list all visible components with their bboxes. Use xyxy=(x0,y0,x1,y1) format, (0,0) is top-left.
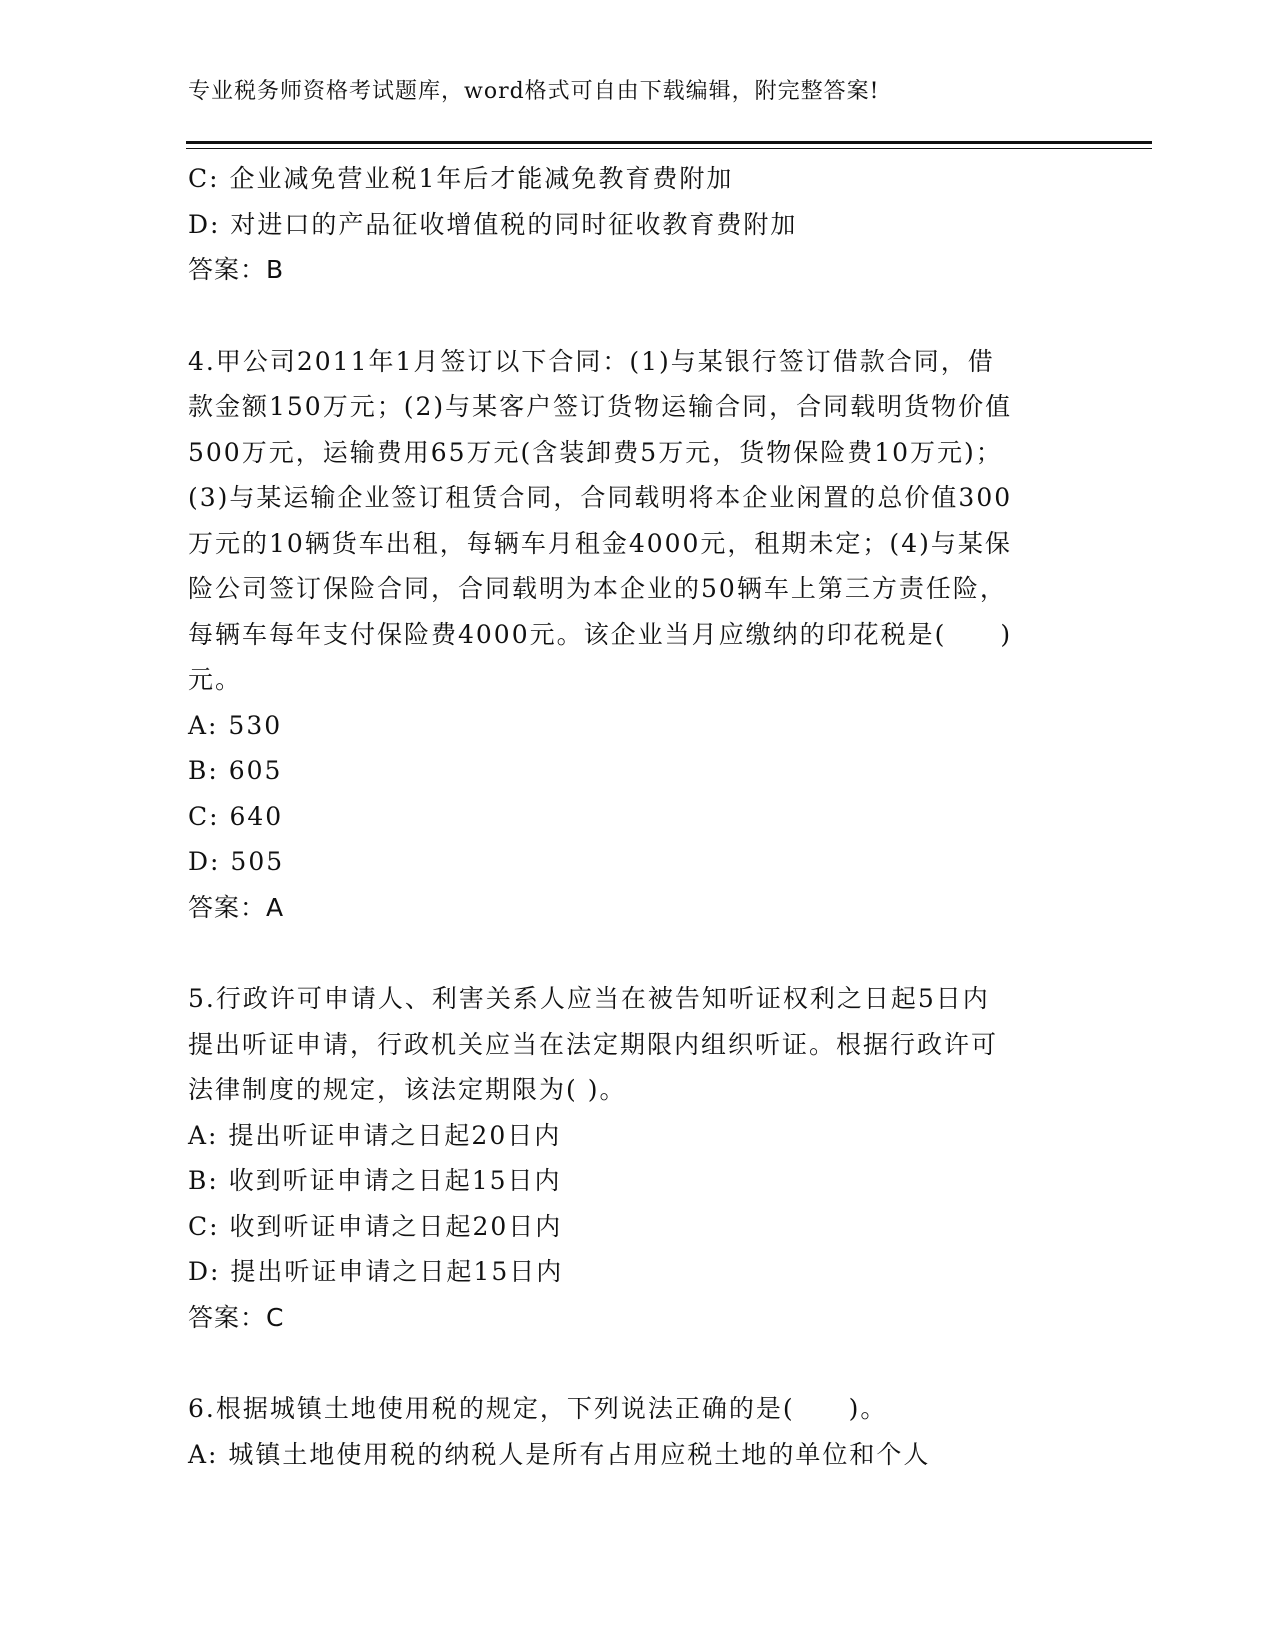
answer: 答案：C xyxy=(188,1302,285,1332)
answer: 答案：B xyxy=(188,255,285,284)
answer: 答案：A xyxy=(188,892,285,922)
header-rule-thin xyxy=(186,148,1152,149)
spacer xyxy=(188,930,1088,976)
page-header: 专业税务师资格考试题库，word格式可自由下载编辑，附完整答案! xyxy=(188,79,880,104)
header-rule-thick xyxy=(186,141,1152,144)
question-text-line: (3)与某运输企业签订租赁合同，合同载明将本企业闲置的总价值300 xyxy=(188,483,1013,512)
option-a: A: 城镇土地使用税的纳税人是所有占用应税土地的单位和个人 xyxy=(188,1439,931,1469)
question-text-line: 6.根据城镇土地使用税的规定，下列说法正确的是( )。 xyxy=(188,1394,888,1423)
question-5 xyxy=(188,976,1088,1340)
question-text-line: 提出听证申请，行政机关应当在法定期限内组织听证。根据行政许可 xyxy=(188,1029,999,1059)
option-a: A: 530 xyxy=(188,710,283,740)
option-a: A: 提出听证申请之日起20日内 xyxy=(188,1120,562,1150)
spacer xyxy=(188,1340,1088,1386)
option-b: B: 605 xyxy=(188,756,283,785)
option-d: D: 505 xyxy=(188,847,285,876)
question-text-line: 法律制度的规定，该法定期限为( )。 xyxy=(188,1075,627,1104)
question-text-line: 险公司签订保险合同，合同载明为本企业的50辆车上第三方责任险， xyxy=(188,574,1007,603)
option-c: C: 企业减免营业税1年后才能减免教育费附加 xyxy=(188,164,734,193)
option-c: C: 640 xyxy=(188,801,284,831)
question-text-line: 4.甲公司2011年1月签订以下合同：(1)与某银行签订借款合同，借 xyxy=(188,346,995,376)
question-text-line: 5.行政许可申请人、利害关系人应当在被告知听证权利之日起5日内 xyxy=(188,984,990,1013)
option-b: B: 收到听证申请之日起15日内 xyxy=(188,1166,562,1195)
question-4 xyxy=(188,339,1088,931)
option-d: D: 对进口的产品征收增值税的同时征收教育费附加 xyxy=(188,209,798,239)
question-6 xyxy=(188,1386,1088,1477)
question-text-line: 500万元，运输费用65万元(含装卸费5万元，货物保险费10万元)； xyxy=(188,437,1003,467)
question-text-line: 每辆车每年支付保险费4000元。该企业当月应缴纳的印花税是( ) xyxy=(188,619,1013,649)
spacer xyxy=(188,293,1088,339)
question-content xyxy=(188,156,1088,1477)
question-text-line: 元。 xyxy=(188,665,243,694)
option-d: D: 提出听证申请之日起15日内 xyxy=(188,1257,564,1286)
question-text-line: 万元的10辆货车出租，每辆车月租金4000元，租期未定；(4)与某保 xyxy=(188,528,1012,558)
question-text-line: 款金额150万元；(2)与某客户签订货物运输合同，合同载明货物价值 xyxy=(188,392,1013,421)
option-c: C: 收到听证申请之日起20日内 xyxy=(188,1211,563,1241)
